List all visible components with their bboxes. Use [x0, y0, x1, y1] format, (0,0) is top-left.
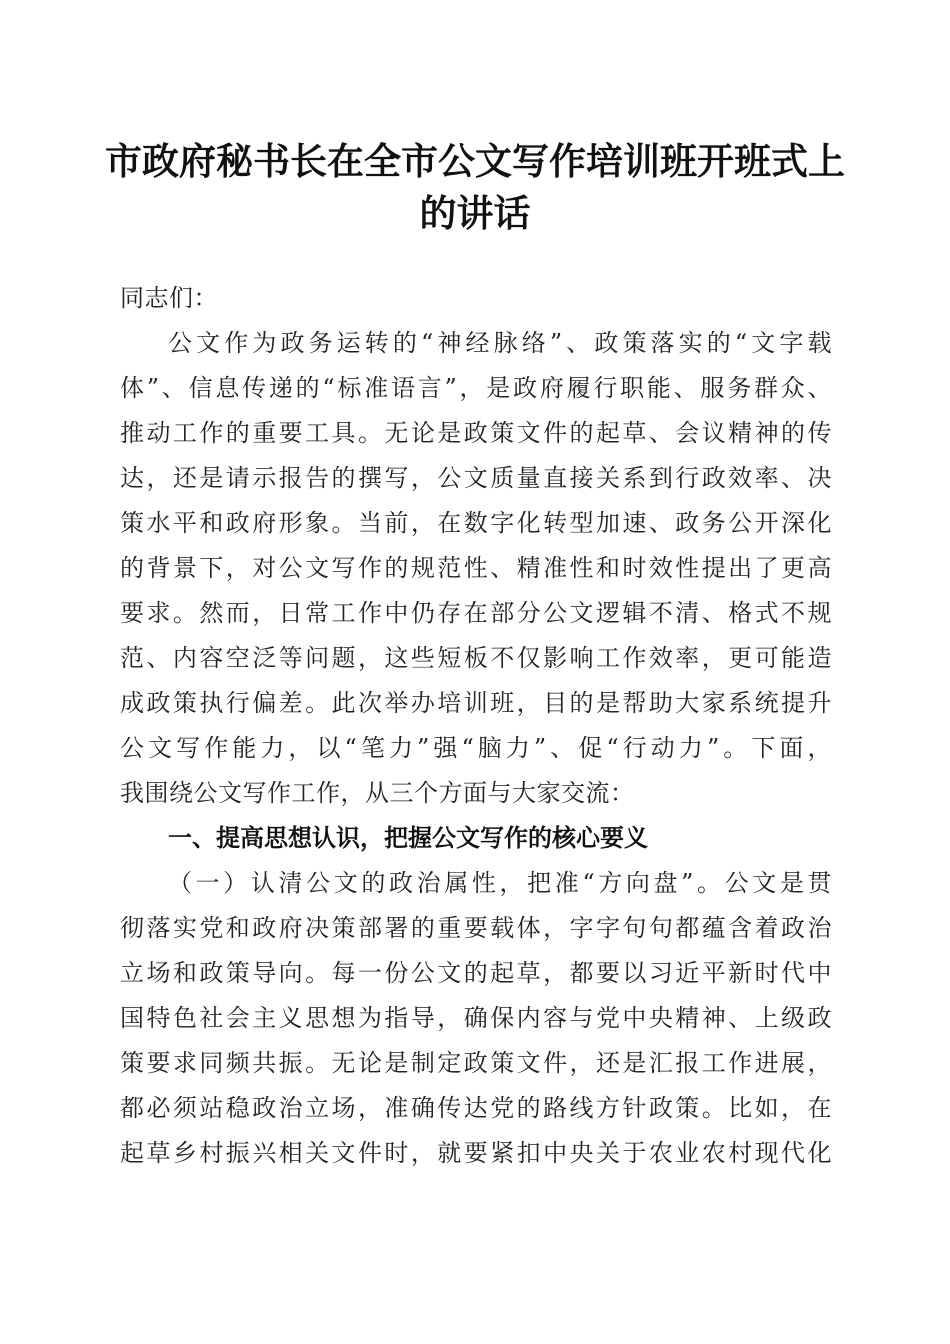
paragraph-line: 成政策执行偏差。此次举办培训班，目的是帮助大家系统提升 [120, 689, 832, 717]
title-line: 的讲话 [419, 191, 531, 235]
title-line: 市政府秘书长在全市公文写作培训班开班式上 [105, 139, 845, 183]
paragraph-line: 策水平和政府形象。当前，在数字化转型加速、政务公开深化 [120, 509, 832, 537]
salutation: 同志们： [120, 284, 218, 312]
paragraph-line: 公文作为政务运转的“神经脉络”、政策落实的“文字载 [168, 329, 832, 357]
paragraph-line: 策要求同频共振。无论是制定政策文件，还是汇报工作进展， [120, 1049, 832, 1077]
paragraph-line: 都必须站稳政治立场，准确传达党的路线方针政策。比如，在 [120, 1094, 832, 1122]
paragraph-line: 起草乡村振兴相关文件时，就要紧扣中央关于农业农村现代化 [120, 1139, 832, 1167]
paragraph-line: 国特色社会主义思想为指导，确保内容与党中央精神、上级政 [120, 1004, 832, 1032]
paragraph-line: 达，还是请示报告的撰写，公文质量直接关系到行政效率、决 [120, 464, 832, 492]
paragraph [120, 321, 832, 816]
document-title [100, 135, 850, 239]
document-body [120, 276, 832, 1176]
paragraph-line: （一）认清公文的政治属性，把准“方向盘”。公文是贯 [168, 869, 832, 897]
paragraph-line: 体”、信息传递的“标准语言”，是政府履行职能、服务群众、 [120, 374, 832, 402]
paragraph [120, 861, 832, 1176]
paragraph-line: 立场和政策导向。每一份公文的起草，都要以习近平新时代中 [120, 959, 832, 987]
paragraph-line: 彻落实党和政府决策部署的重要载体，字字句句都蕴含着政治 [120, 914, 832, 942]
paragraph-line: 要求。然而，日常工作中仍存在部分公文逻辑不清、格式不规 [120, 599, 832, 627]
paragraph-line: 公文写作能力，以“笔力”强“脑力”、促“行动力”。下面， [120, 734, 832, 762]
paragraph-line: 推动工作的重要工具。无论是政策文件的起草、会议精神的传 [120, 419, 832, 447]
paragraph-line: 我围绕公文写作工作，从三个方面与大家交流： [120, 779, 635, 807]
section-heading: 一、提高思想认识，把握公文写作的核心要义 [168, 824, 648, 852]
paragraph-line: 的背景下，对公文写作的规范性、精准性和时效性提出了更高 [120, 554, 832, 582]
paragraph-line: 范、内容空泛等问题，这些短板不仅影响工作效率，更可能造 [120, 644, 832, 672]
